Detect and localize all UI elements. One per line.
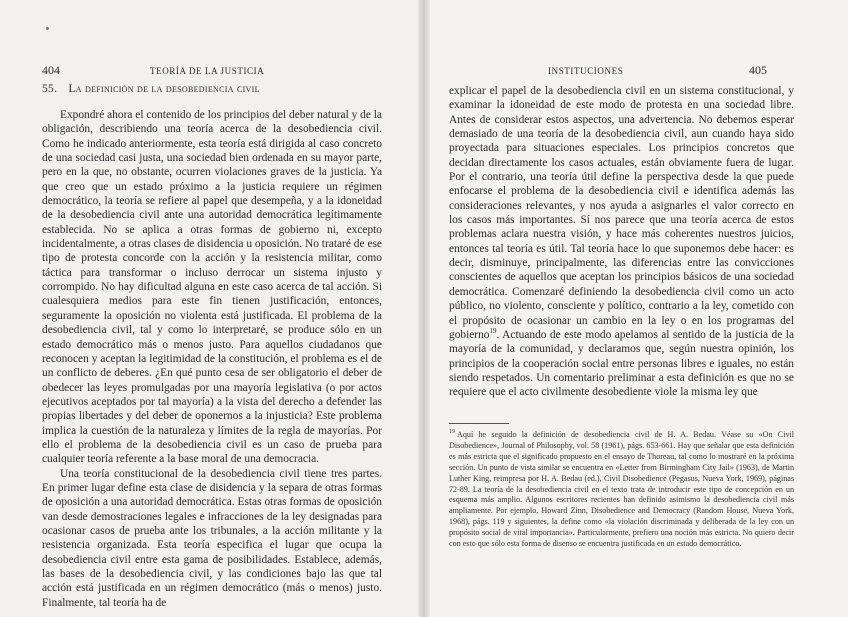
section-title: La definición de la desobediencia civil [68,83,260,95]
book-gutter [418,0,430,617]
paragraph: Una teoría constitucional de la desobediencia civil tiene tres partes. En primer lugar define esta clase de disidencia y la separa de otras formas de oposición a una autoridad democrática. Estas otras formas de oposición van desde demostraciones legales e infracciones de la ley designadas para ocasionar casos de prueba ante los tribunales, a la acción militante y la resistencia organizada. Esta teoría especifica el lugar que ocupa la desobediencia civil entre esta gama de posibilidades. Establece, además, las bases de la desobediencia civil, y las condiciones bajo las que tal acción está justificada en un régimen democrático (más o menos) justo. Finalmente, tal teoría ha de [42,467,382,609]
left-body-text [42,108,382,610]
footnote [449,430,794,550]
paragraph: Expondré ahora el contenido de los principios del deber natural y de la obligación, describiendo una teoría acerca de la desobediencia civil. Como he indicado anteriormente, esta teoría está dirigida al caso concreto de una sociedad casi justa, una sociedad bien ordenada en su mayor parte, pero en la que, no obstante, ocurren violaciones graves de la justicia. Ya que creo que un estado próximo a la justicia requiere un régimen democrático, la teoría se refiere al papel que desempeña, y a la idoneidad de la desobediencia civil ante una autoridad democrática legítimamente establecida. No se aplica a otras formas de gobierno ni, excepto incidentalmente, a otras clases de disidencia u oposición. No trataré de ese tipo de protesta concorde con la acción y la resistencia militar, como táctica para transformar o incluso derrocar un sistema injusto y corrompido. No hay dificultad alguna en este caso acerca de tal acción. Si cualesquiera medios para este fin tienen justificación, entonces, seguramente la oposición no violenta está justificada. El problema de la desobediencia civil, tal y como lo interpretaré, se produce sólo en un estado democrático más o menos justo. Para aquellos ciudadanos que reconocen y aceptan la legitimidad de la constitución, el problema es el de un conflicto de deberes. ¿En qué punto cesa de ser obligatorio el deber de obedecer las leyes promulgadas por una mayoría legislativa (o por actos ejecutivos aceptados por tal mayoría) a la vista del derecho a defender las propias libertades y del deber de oponernos a la injusticia? Este problema implica la cuestión de la naturaleza y límites de la regla de mayorías. Por ello el problema de la desobediencia civil es un caso de prueba para cualquier teoría referente a la base moral de una democracia. [42,109,382,466]
left-running-head: TEORÍA DE LA JUSTICIA [150,66,265,76]
left-page-number: 404 [42,63,60,77]
section-heading [42,83,402,95]
section-number: 55. [42,83,58,95]
right-page [424,0,848,617]
footnote-divider [449,423,509,424]
right-page-number: 405 [749,63,767,77]
footnote-text: Aquí he seguido la definición de desobediencia civil de H. A. Bedau. Véase su «On Civil Disobedience», Journal of Philosophy, vol. 58 (1961), págs. 653-661. Hay que señalar que esta definición es más estricta que el significado propuesto en el ensayo de Thoreau, tal como lo mostraré en la próxima sección. Un punto de vista similar se encuentra en «Letter from Birmingham City Jail» (1963), de Martin Luther King, reimpresa por H. A. Bedau (ed.), Civil Disobedience (Pegasus, Nueva York, 1969), páginas 72-89. La teoría de la desobediencia civil en el texto trata de introducir este tipo de concepción en un esquema más amplio. Algunos escritores recientes han definido asimismo la desobediencia civil más ampliamente. Por ejemplo, Howard Zinn, Disobedience and Democracy (Random House, Nueva York, 1968), págs. 119 y siguientes, la define como «la violación discriminada y deliberada de la ley con un propósito social de vital importancia». Particularmente, prefiero una noción más estricta. No quiero decir con esto que sólo esta forma de disenso se encuentra justificada en un estado democrático. [449,430,794,549]
paragraph [449,84,794,400]
paragraph-text-continued: . Actuando de este modo apelamos al sentido de la justicia de la mayoría de la comunidad, y declaramos que, según nuestra opinión, los principios de la cooperación social entre personas libres e iguales, no están siendo respetados. Un comentario preliminar a esta definición es que no se requiere que el acto civilmente desobediente viole la misma ley que [449,328,794,399]
right-body-text [449,84,794,400]
scan-speck [46,27,49,30]
right-running-head: INSTITUCIONES [548,66,624,76]
footnote-reference: 19 [489,327,497,336]
footnote-mark: 19 [449,429,455,436]
paragraph-text: explicar el papel de la desobediencia civil en un sistema constitucional, y examinar la idoneidad de este modo de protesta en una sociedad libre. Antes de considerar estos aspectos, una advertencia. No debemos esperar demasiado de una teoría de la desobediencia civil, aun cuando haya sido proyectada para situaciones especiales. Los principios concretos que decidan directamente los casos actuales, están obviamente fuera de lugar. Por el contrario, una teoría útil define la perspectiva desde la que puede enfocarse el problema de la desobediencia civil e identifica además las consideraciones relevantes, y nos ayuda a asignarles el valor correcto en los casos más importantes. Sí nos parece que una teoría acerca de estos problemas aclara nuestra visión, y hace más coherentes nuestros juicios, entonces tal teoría es útil. Tal teoría hace lo que suponemos debe hacer: es decir, disminuye, principalmente, las diferencias entre las convicciones conscientes de aquellos que aceptan los principios básicos de una sociedad democrática. Comenzaré definiendo la desobediencia civil como un acto público, no violento, consciente y político, contrario a la ley, cometido con el propósito de ocasionar un cambio en la ley o en los programas del gobierno [449,85,794,341]
